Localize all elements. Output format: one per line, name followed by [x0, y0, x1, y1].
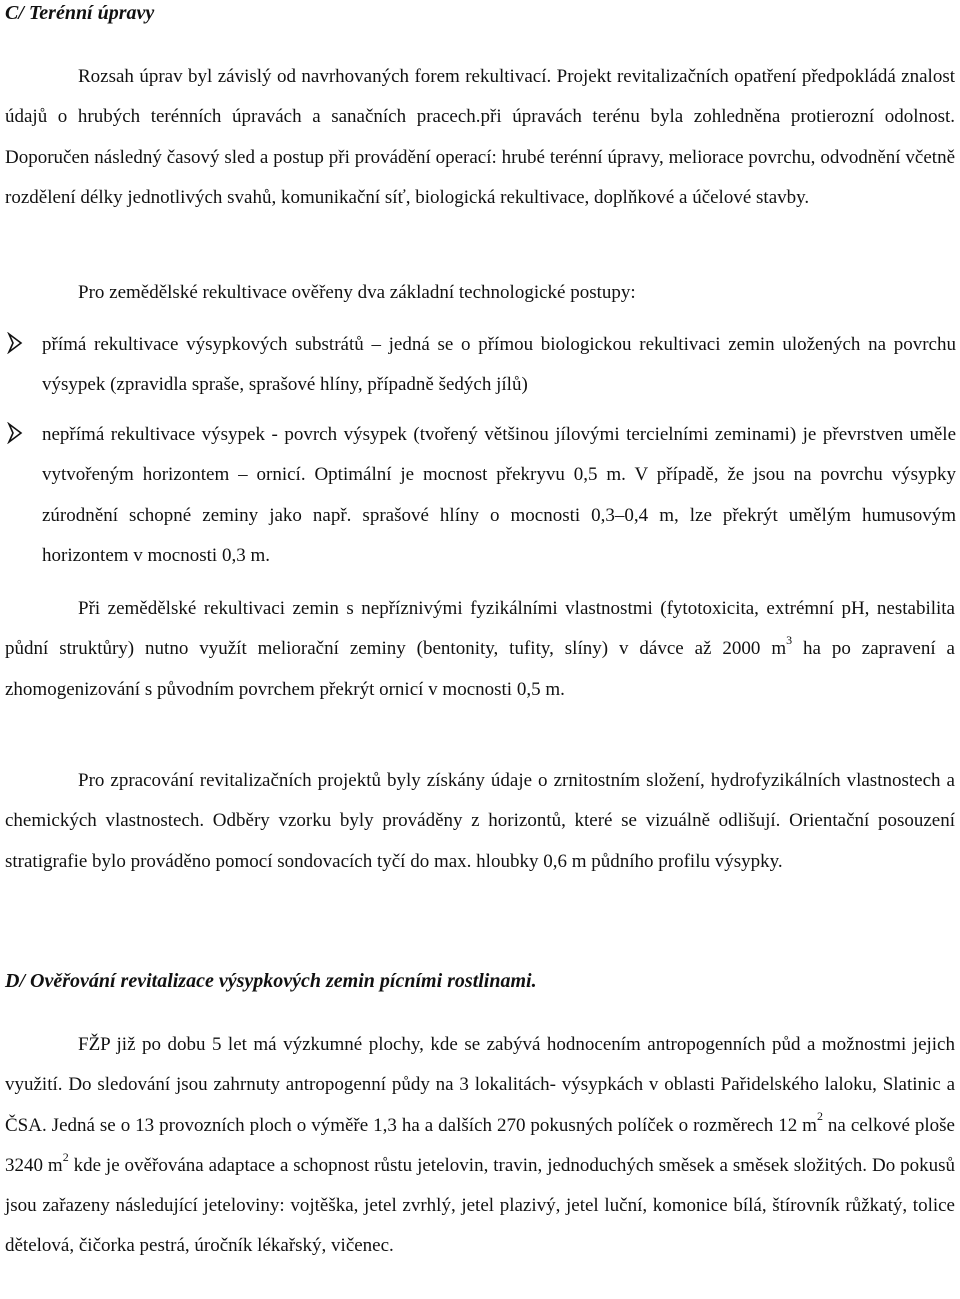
arrow-bullet-icon	[7, 422, 23, 444]
para3-text-start: Při zemědělské rekultivaci zemin s nepříznivými fyzikálními vlastnostmi (fytotoxicita, extrémní pH, nestabilita půdní struktůry) nutno využít meliorační zeminy (bentonity, tufity, slíny) v dávce až 2000 m	[5, 598, 955, 660]
section-c-paragraph-1: Rozsah úprav byl závislý od navrhovaných forem rekultivací. Projekt revitalizačních opatření předpokládá znalost údajů o hrubých terénních úpravách a sanačních pracech.při úpravách terénu byla zohledněna protierozní odolnost. Doporučen následný časový sled a postup při provádění operací: hrubé terénní úpravy, meliorace povrchu, odvodnění včetně rozdělení délky jednotlivých svahů, komunikační síť, biologická rekultivace, doplňkové a účelové stavby.	[5, 66, 955, 208]
section-d-heading: D/ Ověřování revitalizace výsypkových zemin pícními rostlinami.	[5, 970, 537, 992]
section-c-paragraph-2: Pro zemědělské rekultivace ověřeny dva základní technologické postupy:	[78, 282, 636, 303]
para-d-text-middle: na celkové ploše 3240 m	[5, 1114, 955, 1176]
arrow-bullet-icon	[7, 332, 23, 354]
superscript: 2	[62, 1149, 69, 1164]
para3-text-end: ha po zapravení a zhomogenizování s původním povrchem překrýt ornicí v mocnosti 0,5 m.	[5, 638, 955, 700]
para-d-text-end: kde je ověřována adaptace a schopnost růstu jetelovin, travin, jednoduchých směsek a směsek složitých. Do pokusů jsou zařazeny následující jeteloviny: vojtěška, jetel zvrhlý, jetel plazivý, jetel luční, komonice bílá, štírovník růžkatý, tolice dětelová, čičorka pestrá, úročník lékařský, vičenec.	[5, 1154, 955, 1257]
section-c-paragraph-4: Pro zpracování revitalizačních projektů byly získány údaje o zrnitostním složení, hydrofyzikálních vlastnostech a chemických vlastnostech. Odběry vzorku byly prováděny z horizontů, které se vizuálně odlišují. Orientační posouzení stratigrafie bylo prováděno pomocí sondovacích tyčí do max. hloubky 0,6 m půdního profilu výsypky.	[5, 770, 955, 872]
section-c-paragraph-3	[5, 589, 955, 710]
superscript: 2	[816, 1109, 823, 1124]
section-d-paragraph-1	[5, 1025, 955, 1267]
para-d-text-start: FŽP již po dobu 5 let má výzkumné plochy, kde se zabývá hodnocením antropogenních půd a možnostmi jejich využití. Do sledování jsou zahrnuty antropogenní půdy na 3 lokalitách- výsypkách v oblasti Pařidelského laloku, Slatinic a ČSA. Jedná se o 13 provozních ploch o výměře 1,3 ha a dalších 270 pokusných políček o rozměrech 12 m	[5, 1034, 955, 1136]
section-c-heading: C/ Terénní úpravy	[5, 2, 155, 24]
bullet-text: nepřímá rekultivace výsypek - povrch výsypek (tvořený většinou jílovými tercielními zeminami) je převrstven uměle vytvořeným horizontem – ornicí. Optimální je mocnost překryvu 0,5 m. V případě, že jsou na povrchu výsypky zúrodnění schopné zeminy jako např. sprašové hlíny o mocnosti 0,3–0,4 m, lze překrýt umělým humusovým horizontem v mocnosti 0,3 m.	[42, 424, 956, 566]
bullet-text: přímá rekultivace výsypkových substrátů – jedná se o přímou biologickou rekultivaci zemin uložených na povrchu výsypek (zpravidla spraše, sprašové hlíny, případně šedých jílů)	[42, 334, 956, 396]
superscript: 3	[786, 632, 793, 647]
